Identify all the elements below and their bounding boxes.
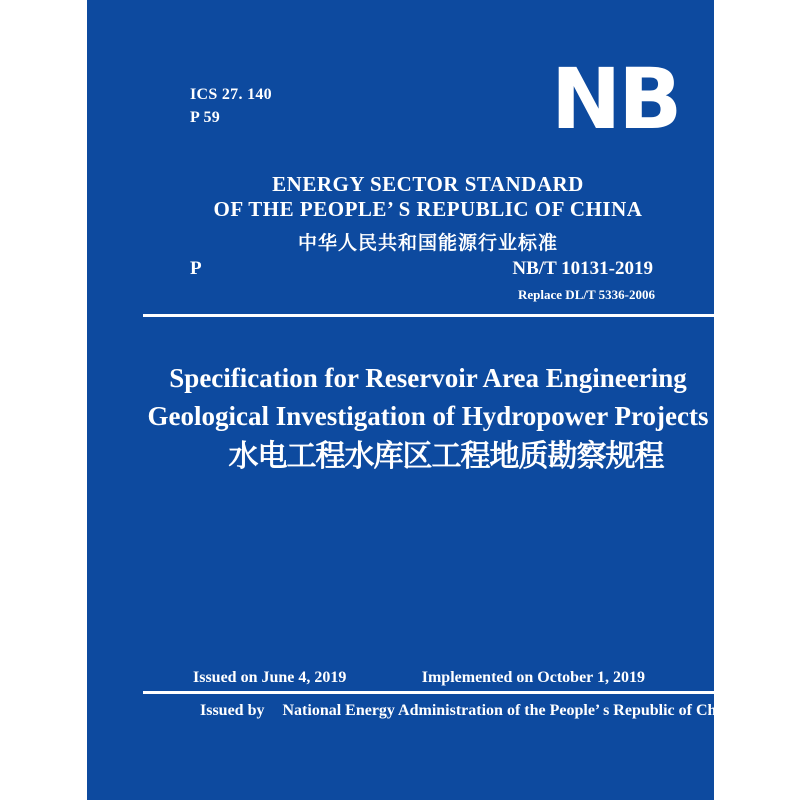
issued-date: Issued on June 4, 2019 [193,669,347,686]
issuer-row [143,702,738,720]
document-title-english [143,359,713,435]
replaces-note: Replace DL/T 5336-2006 [518,287,655,302]
issued-by-value: National Energy Administration of the People’ s Republic of China [282,702,738,719]
title-en-line1: Specification for Reservoir Area Engineering [169,363,687,393]
document-title-chinese: 水电工程水库区工程地质勘察规程 [228,439,664,474]
ics-code: ICS 27. 140 [190,86,272,103]
implemented-date: Implemented on October 1, 2019 [421,669,645,686]
standard-header-chinese: 中华人民共和国能源行业标准 [297,232,558,254]
bottom-divider-line [143,691,714,694]
classification-codes [190,83,272,129]
standard-cover [87,0,738,800]
header-en-line1: ENERGY SECTOR STANDARD [272,172,584,196]
issued-by-label: Issued by [200,702,265,719]
header-en-line2: OF THE PEOPLE’ S REPUBLIC OF CHINA [213,197,643,221]
nb-logo: NB [551,50,680,148]
top-divider-line [143,314,714,317]
standard-header-english [143,172,713,222]
title-en-line2: Geological Investigation of Hydropower Projects [147,401,709,431]
doc-class-letter: P [190,258,202,279]
p-code: P 59 [190,109,221,126]
standard-number: NB/T 10131-2019 [512,258,653,279]
code-row [143,258,713,280]
dates-row [143,669,713,687]
